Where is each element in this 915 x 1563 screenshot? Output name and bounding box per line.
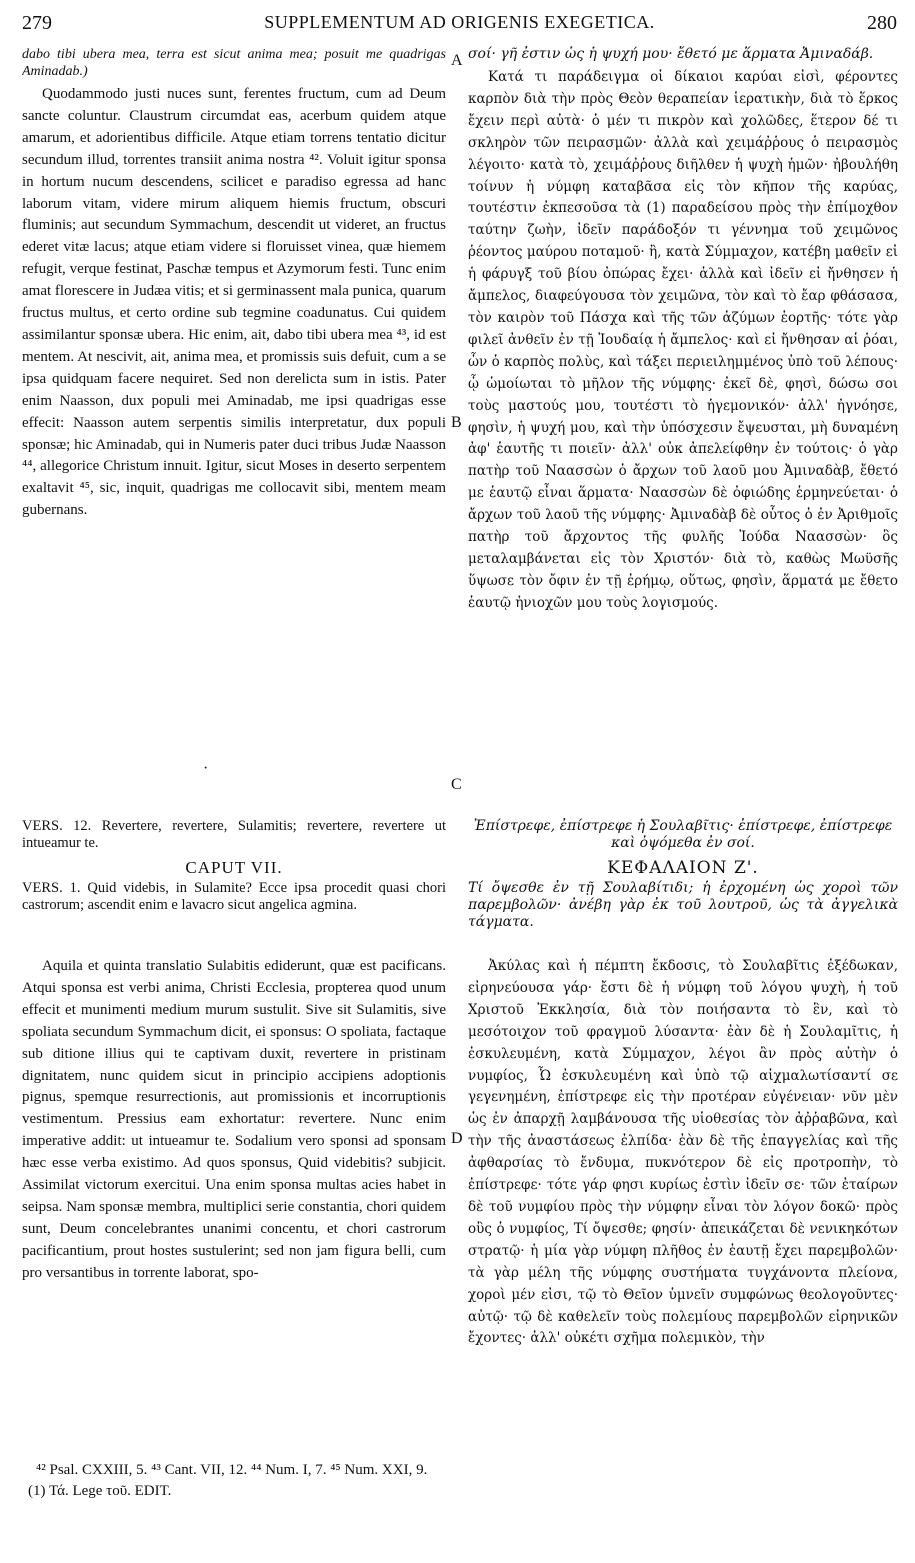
page-header: [22, 12, 897, 42]
margin-letter-b: B: [451, 414, 462, 431]
greek-column-lower: [468, 956, 898, 1454]
margin-letter-d: D: [451, 1130, 463, 1147]
latin-verse-1: VERS. 1. Quid videbis, in Sulamite? Ecce ipsa procedit quasi chori castrorum; ascendit enim e lavacro sicut angelica agmina.: [22, 880, 446, 913]
footnotes: [20, 1460, 900, 1502]
greek-intro: σοί· γῆ ἐστιν ὡς ἡ ψυχή μου· ἔθετό με ἅρματα Ἀμιναδάβ.: [468, 46, 874, 62]
greek-verse-1: Τί ὄψεσθε ἐν τῇ Σουλαβίτιδι; ἡ ἐρχομένη ὡς χοροὶ τῶν παρεμβολῶν· ἀνέβη γὰρ ἐκ τοῦ λουτροῦ, ὡς τὰ ἀγγελικὰ τάγματα.: [468, 880, 898, 930]
latin-intro: dabo tibi ubera mea, terra est sicut anima mea; posuit me quadrigas Aminadab.): [22, 47, 446, 79]
greek-paragraph-1: Κατά τι παράδειγμα οἱ δίκαιοι καρύαι εἰσὶ, φέροντες καρπὸν διὰ τὴν πρὸς Θεὸν θεραπείαν ἱερατικὴν, διὰ τὸ ἕρκος ἔχειν περὶ αὐτὰ· ὁ μέν τι πικρὸν καὶ χολῶδες, ἕτερον δέ τι σκληρὸν τῶν πειρασμῶν· ἀλλὰ καὶ χειμάῤῥους ὁ πειρασμὸς λέγοιτο· κατὰ τὸ, χειμάῤῥους διῆλθεν ἡ ψυχὴ ἡμῶν· ἠβουλήθη τοίνυν ἡ νύμφη καταβᾶσα εἰς τὸν κῆπον τῆς καρύας, τουτέστιν ἐκπεσοῦσα τὰ (1) παραδείσου πρὸς τὴν ἐπίμοχθον ταύτην ζωὴν, ἰδεῖν παράδοξόν τι γέννημα τοῦ χειμῶνος ῥέοντος μαύρου ποταμοῦ· ἢ, κατὰ Σύμμαχον, κατέβη μαθεῖν εἰ ἡ φάρυγξ τοῦ βίου ὀπώρας ἔχει· ἀλλὰ καὶ ἰδεῖν εἰ ἤνθησεν ἡ ἄμπελος, διαφεύγουσα τὸν χειμῶνα, τὸν καὶ τὸ ἔαρ φθάσασα, τὸν καιρὸν τοῦ Πάσχα καὶ τῆς τῶν ἀζύμων ἑορτῆς· τότε γὰρ φιλεῖ ἀνθεῖν ἐν τῇ Ἰουδαίᾳ ἡ ἄμπελος· καὶ εἰ ἤνθησαν αἱ ῥόαι, ὧν ὁ καρπὸς πολὺς, καὶ τάξει περιειλημμένος ὑπὸ τοῦ λέπους· ᾧ ὡμοίωται τὸ μῆλον τῆς νύμφης· ἐκεῖ δὲ, φησὶ, δώσω σοι τοὺς μαστούς μου, τουτέστι τὸ ἡγεμονικόν· ἀλλ' ἠγνόησε, φησὶν, ἡ ψυχή μου, καὶ τὴν ὑπόσχεσιν ἔψευσται, μὴ δυναμένη ἀφ' ἑαυτῆς τι ποιεῖν· ἀλλ' οὐκ ἀπελείφθην ἐν τούτοις· ὁ γὰρ πατὴρ τοῦ Ναασσὼν ὁ ἄρχων τοῦ λαοῦ μου Ἀμιναδὰβ, ἔθετό με ἑαυτῷ εἶναι ἅρματα· Ναασσὼν δὲ ὀφιώδης ἑρμηνεύεται· ὁ ἄρχων τοῦ λαοῦ τῆς νύμφης· Ἀμιναδὰβ δὲ οὗτος ὁ ἐν Ἀριθμοῖς πατὴρ τοῦ ἄρχοντος τῆς φυλῆς Ἰούδα Ναασσὼν· ὃς μεταλαμβάνεται εἰς τὸν Χριστόν· διὰ τὸ, καθὼς Μωϋσῆς ὕψωσε τὸν ὄφιν ἐν τῇ ἐρήμῳ, οὕτως, φησὶν, ἅρματά με ἔθετο ἑαυτῷ ἡνιοχῶν μου τοὺς λογισμούς.: [468, 69, 898, 611]
latin-chapter-heading: CAPUT VII.: [185, 858, 283, 877]
greek-verse-12: Ἐπίστρεφε, ἐπίστρεφε ἡ Σουλαβῖτις· ἐπίστρεφε, ἐπίστρεφε καὶ ὀψόμεθα ἐν σοί.: [473, 818, 893, 851]
greek-verse-1-block: [468, 880, 898, 946]
greek-chapter-heading: ΚΕΦΑΛΑΙΟΝ Ζ'.: [607, 858, 759, 878]
latin-paragraph-2: Aquila et quinta translatio Sulabitis ediderunt, quæ est pacificans. Atqui sponsa est verbi anima, Christi Ecclesia, propterea quod unum effecit et munimenti medium murum sustulit. Sive sit Sulamitis, sive spoliata secundum Symmachum dicit, ei sponsus: O spoliata, factaque sub ditione illius qui te captivam duxit, revertere in pristinam dignitatem, nunc quidem sicut in principio accipiens adoptionis pignus, spemque resurrectionis, aut promissionis et incorruptionis vestimentum. Pressius eam exhortatur: revertere. Nunc enim imperative addit: ut intueamur te. Sodalium vero sponsi ad sponsam hæc esse verba existimo. Ad quos sponsus, Quid videbitis? subjicit. Assimilat victorum exercitui. Una enim sponsa multas acies habet in seipsa. Nam sponsæ membra, multiplici serie constantia, chori quidem sunt, Deum concelebrantes unanimi concentu, et chori castrorum pacificantium, prout hostes sustulerint; sed non jam figura belli, cum pro versantibus in torrente laborat, spo-: [22, 958, 446, 1281]
latin-paragraph-1: Quodammodo justi nuces sunt, ferentes fructum, cum ad Deum sancte coluntur. Claustrum circumdat eas, acerbum quidem atque amarum, et adorientibus difficile. Atque etiam torrens tentatio dicitur secundum illud, torrentes transiit anima nostra ⁴². Voluit igitur sponsa in hortum nucum descendens, scilicet e paradiso egressa ad hanc laborum vitam, videre mirum aliquem hiemis fructum, obscuri fluminis; aut secundum Symmachum, descendit ut videret, an fructus ederet vitæ lacus; atque etiam videre si floruisset vinea, quæ hiemem refugit, verque festinat, Paschæ tempus et Azymorum festi. Tunc enim amat florescere in Judæa vitis; et si germinassent mala punica, quarum fructus multus, et certo ordine sub tegmine coadunatus. Cui quidem assimilantur sponsæ ubera. Hic enim, ait, dabo tibi ubera mea ⁴³, id est mentem. At nescivit, ait, anima mea, et promissis suis defuit, cum a se ipsa quidquam facere nequiret. Sed non derelicta sum in istis. Pater enim Naasson, dux populi mei Aminadab, me ipsi quadrigas esse effecit: Naasson autem serpentis similis interpretatur, dux populi sponsæ; hic Aminadab, qui in Numeris pater duci tribus Judæ Naasson ⁴⁴, allegorice Christum innuit. Igitur, sicut Moses in deserto serpentem exaltavit ⁴⁵, sic, inquit, quadrigas me collocavit sibi, mentem meam gubernans.: [22, 86, 446, 519]
running-title: SUPPLEMENTUM AD ORIGENIS EXEGETICA.: [264, 12, 655, 32]
latin-verse-12: VERS. 12. Revertere, revertere, Sulamitis; revertere, revertere ut intueamur te.: [22, 818, 446, 851]
latin-column-lower: [22, 956, 446, 1454]
latin-column-upper: [22, 46, 446, 766]
greek-column-upper: [468, 46, 898, 781]
latin-verse-1-block: [22, 880, 446, 946]
footnote-line-2: (1) Τά. Lege τοῦ. EDIT.: [28, 1483, 172, 1499]
margin-letter-c: C: [451, 776, 462, 793]
greek-paragraph-2: Ἀκύλας καὶ ἡ πέμπτη ἔκδοσις, τὸ Σουλαβῖτις ἐξέδωκαν, εἰρηνεύουσα γάρ· ἔστι δὲ ἡ νύμφη τοῦ λόγου ψυχὴ, ἡ τοῦ Χριστοῦ Ἐκκλησία, διὰ τὸν ποιήσαντα τὸ ἓν, καὶ τὸ μεσότοιχον τοῦ φραγμοῦ λύσαντα· ἐὰν δὲ ἡ Σουλαμῖτις, ἡ ἐσκυλευμένη, κατὰ Σύμμαχον, λέγοι ἂν πρὸς αὐτὴν ὁ νυμφίος, Ὦ ἐσκυλευμένη καὶ ὑπὸ τῷ αἰχμαλωτίσαντί σε γεγενημένη, ἐπίστρεφε εἰς τὴν προτέραν εὐγένειαν· νῦν μὲν ὡς ἐν ἀπαρχῇ λαμβάνουσα τῆς υἱοθεσίας τὸν ἀῤῥαβῶνα, καὶ τὴν τῆς ἀναστάσεως ἐλπίδα· ἐὰν δὲ τῆς ἐπαγγελίας καὶ τῆς ἀφθαρσίας τὸ ἔνδυμα, πυκνότερον δὲ εἰς προτροπὴν, τὸ ἐπίστρεφε· τότε γάρ φησι κυρίως ἐστὶν ἰδεῖν σε· τῶν ἑταίρων δὲ τοῦ νυμφίου πρὸς τὴν νύμφην εἶναι τὸν λόγον δοκῶ· πρὸς οὓς ὁ νυμφίος, Τί ὄψεσθε; φησίν· ἀπεικάζεται δὲ νενικηκότων στρατῷ· ἡ μία γὰρ νύμφη πλῆθος ἐν ἑαυτῇ ἔχει παρεμβολῶν· τὰ γὰρ μέλη τῆς νύμφης συστήματα τυγχάνοντα πλείονα, χοροὶ μέν εἰσι, τῷ τὸ Θεῖον ὑμνεῖν συμφώνως θεολογοῦντες· αὐτῷ· τῷ δὲ καθελεῖν τοὺς πολεμίους παρεμβολῶν εἰρηνικῶν ἔχοντες· ἀλλ' οὐκέτι σχῆμα πολεμικὸν, τὴν: [468, 958, 898, 1347]
footnote-line-1: ⁴² Psal. CXXIII, 5. ⁴³ Cant. VII, 12. ⁴⁴ Num. I, 7. ⁴⁵ Num. XXI, 9.: [36, 1462, 428, 1478]
page-number-left: 279: [22, 12, 52, 34]
margin-letter-a: A: [451, 52, 463, 69]
ornament-dot: ·: [203, 760, 209, 777]
page-number-right: 280: [867, 12, 897, 34]
